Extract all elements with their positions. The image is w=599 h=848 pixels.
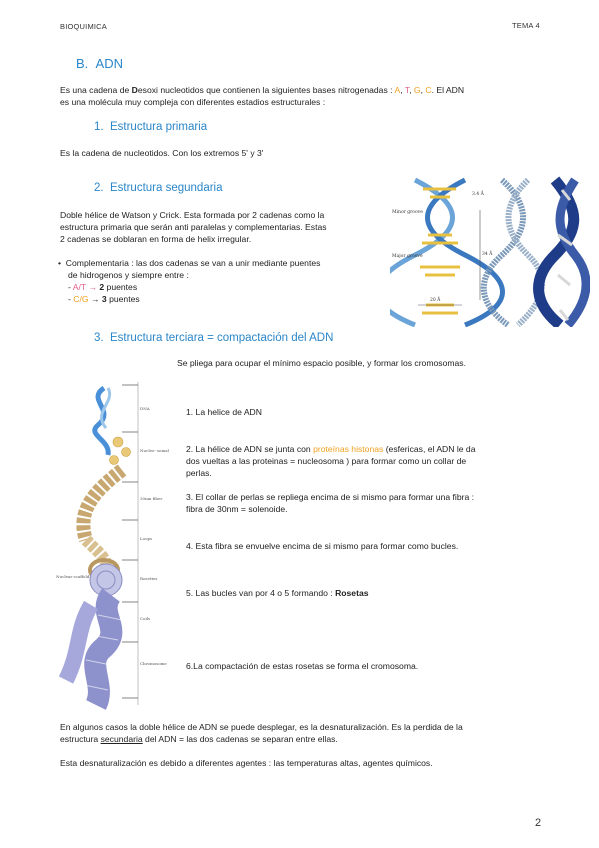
tertiary-heading [94, 332, 333, 344]
step-4: 4. Esta fibra se envuelve encima de si mismo para formar como bucles. [186, 541, 459, 551]
section-number: B. [76, 56, 89, 71]
secondary-title: Estructura segundaria [109, 182, 223, 194]
step-1: 1. La helice de ADN [186, 407, 262, 417]
tertiary-subtitle: Se pliega para ocupar el mínimo espacio posible, y formar los cromosomas. [177, 358, 466, 368]
tertiary-title: Estructura terciara = compactación del ADN [109, 332, 334, 344]
denaturation-agents: Esta desnaturalización es debido a diferentes agentes : las temperaturas altas, agentes químicos. [60, 758, 433, 768]
major-groove-label: Major groove [392, 254, 423, 259]
section-title-text: ADN [95, 56, 123, 71]
angstrom-label: 20 Å [430, 298, 441, 303]
denat-underlined: secundaria [100, 734, 143, 744]
section-intro: Es una cadena de Desoxi nucleotidos que contienen la siguientes bases nitrogenadas : A, T, G, C. El ADN es una molécula muy compleja con diferentes estadios estructurales : [60, 85, 465, 107]
secondary-line: Doble hélice de Watson y Crick. Esta formada por 2 cadenas como la [60, 210, 325, 220]
histone-highlight: proteínas histonas [313, 444, 384, 454]
document-header-left: BIOQUIMICA [60, 22, 108, 31]
pair-at: A/T [72, 282, 86, 292]
step-2-text: perlas. [186, 468, 212, 478]
angstrom-label: 3.4 Å [472, 192, 484, 197]
step-6: 6.La compactación de estas rosetas se forma el cromosoma. [186, 661, 419, 671]
denat-line: En algunos casos la doble hélice de ADN se puede desplegar, es la desnaturalización. Es la perdida de la [60, 722, 463, 732]
primary-text: Es la cadena de nucleotidos. Con los extremos 5' y 3' [60, 148, 264, 158]
helix-space-filling-model [539, 180, 587, 325]
secondary-line: estructura primaria que serán anti paralelas y complementarias. Estas [60, 222, 327, 232]
step-2-text: dos vueltas a las proteinas = nucleosoma ) para formar como un collar de [186, 456, 467, 466]
denaturation-paragraph [60, 721, 550, 745]
dna-helix-figure [390, 175, 590, 327]
arrow-icon: → [90, 294, 100, 304]
scale-label: DNA [140, 406, 150, 411]
intro-text: es una molécula muy compleja con diferentes estadios estructurales : [60, 97, 326, 107]
helix-ball-stick-model [484, 180, 542, 325]
step-2-text: 2. La hélice de ADN se junta con [186, 444, 314, 454]
secondary-paragraph [60, 209, 390, 245]
angstrom-label: 34 Å [482, 252, 493, 257]
denat-text: estructura [60, 734, 101, 744]
pair-cg: C/G [73, 294, 89, 304]
step-3 [186, 491, 546, 515]
bullet-text: Complementaria : las dos cadenas se van a unir mediante puentes [65, 258, 321, 268]
secondary-line: 2 cadenas se doblaran en forma de helix irregular. [60, 234, 252, 244]
intro-text: Es una cadena de [60, 85, 132, 95]
bullet-text: de hidrogenos y siempre entre : [68, 270, 189, 280]
page-number: 2 [535, 817, 542, 829]
base-a: A [394, 85, 401, 95]
pair-at-count: 2 [99, 282, 105, 292]
step-3-text: fibra de 30nm = solenoide. [186, 504, 288, 514]
complementary-bullet: • Complementaria : las dos cadenas se van a unir mediante puentes de hidrogenos y siempre entre : - A/T → 2 puentes - C/G → 3 puentes [58, 258, 321, 304]
step-2 [186, 443, 546, 479]
scale-label: Chromosome [140, 661, 167, 666]
scale-label: Nucleo- somal [140, 448, 169, 453]
pair-at-word: puentes [106, 282, 138, 292]
pair-cg-word: puentes [109, 294, 140, 304]
primary-title: Estructura primaria [109, 121, 208, 133]
intro-bold: D [131, 85, 138, 95]
primary-heading [94, 121, 207, 133]
scale-label: 30nm fiber [140, 496, 163, 501]
scale-label: Loops [140, 536, 153, 541]
arrow-icon: → [88, 282, 97, 292]
step-2-text: (esfericas, el ADN le da [383, 444, 476, 454]
chromatin-compaction-figure [56, 380, 176, 710]
section-title [76, 56, 123, 71]
document-header-right: TEMA 4 [512, 21, 540, 30]
tertiary-number: 3. [94, 332, 104, 344]
base-t: T [404, 85, 410, 95]
scale-label: Rosettes [140, 576, 158, 581]
denat-text: del ADN = las dos cadenas se separan entre ellas. [142, 734, 338, 744]
minor-groove-label: Minor groove [392, 210, 423, 215]
rosetas-bold: Rosetas [335, 588, 369, 598]
secondary-number: 2. [94, 182, 104, 194]
step-3-text: 3. El collar de perlas se repliega encima de si mismo para formar una fibra : [186, 492, 475, 502]
intro-text: . El ADN [431, 85, 465, 95]
secondary-heading [94, 182, 223, 194]
primary-number: 1. [94, 121, 104, 133]
base-c: C [425, 85, 432, 95]
bullet-dot: • [58, 258, 62, 268]
base-g: G [413, 85, 421, 95]
intro-text: esoxi nucleotidos que contienen la siguientes bases nitrogenadas : [137, 85, 395, 95]
pair-cg-count: 3 [101, 294, 107, 304]
scale-label: Coils [140, 616, 151, 621]
scaffold-label: Nuclear scaffold [56, 574, 90, 579]
step-5-text: 5. Las bucles van por 4 o 5 formando : [186, 588, 336, 598]
step-5 [186, 587, 369, 599]
